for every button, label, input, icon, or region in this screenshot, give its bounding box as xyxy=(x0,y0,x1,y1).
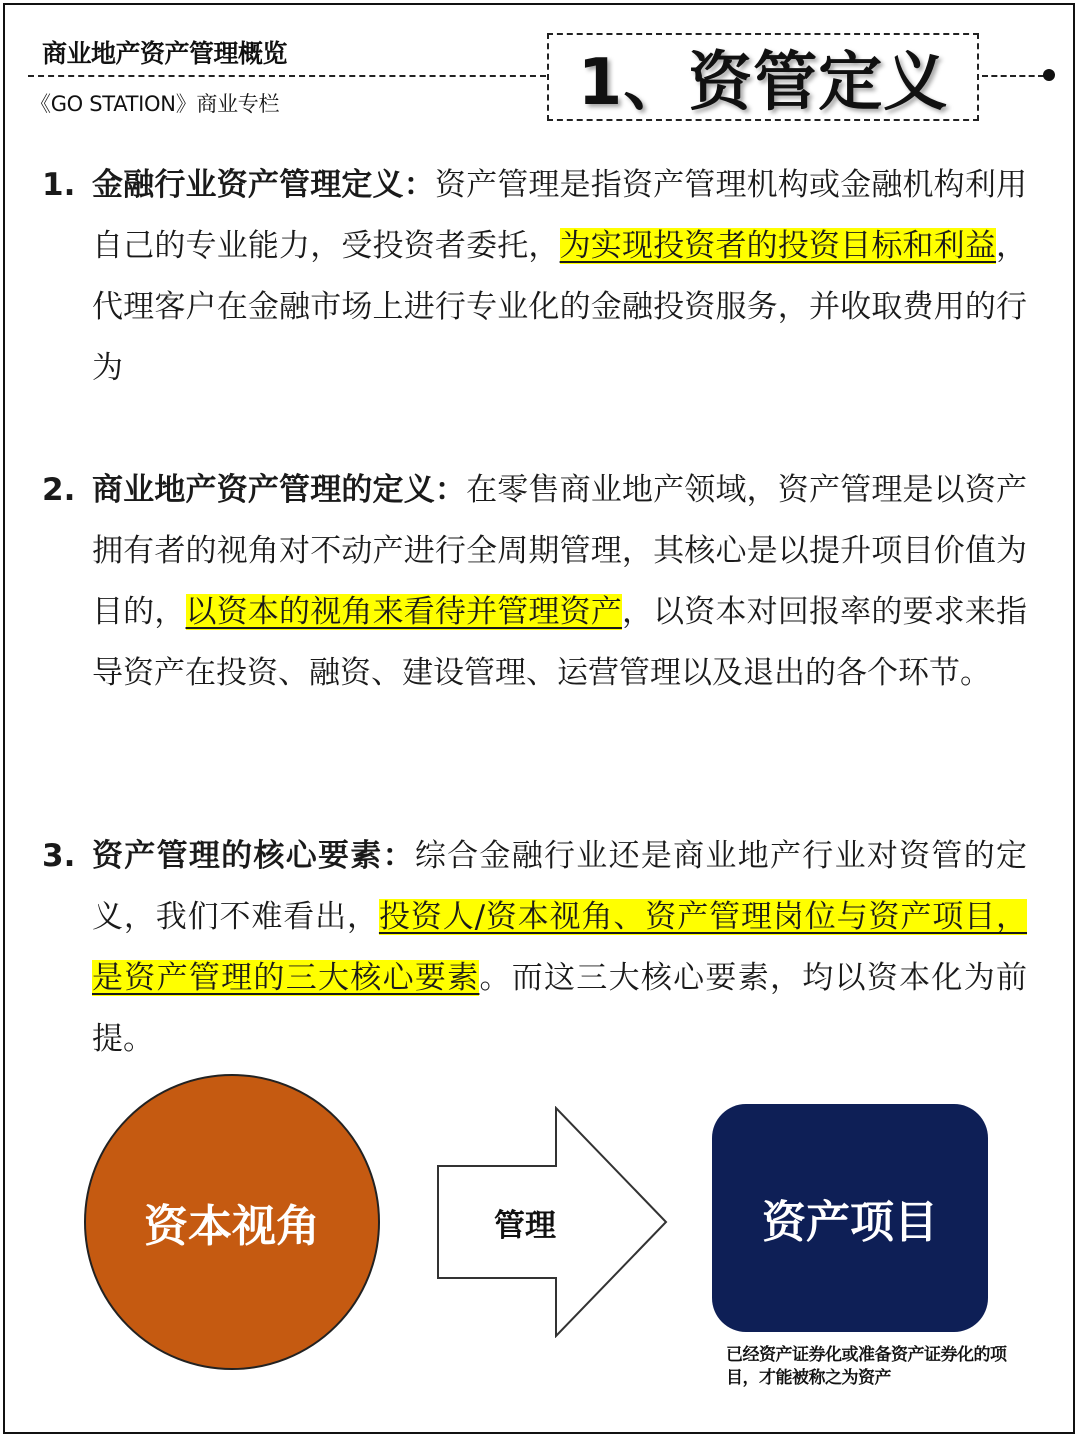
circle-label: 资本视角 xyxy=(144,1201,320,1252)
section-body xyxy=(92,826,1027,1070)
section-2 xyxy=(42,460,1027,704)
section-3 xyxy=(42,826,1027,1070)
section-1 xyxy=(42,155,1027,399)
header-divider-right xyxy=(982,75,1044,77)
section-lead: 资产管理的核心要素： xyxy=(92,838,415,874)
header-title: 商业地产资产管理概览 xyxy=(42,39,288,68)
section-number: 1. xyxy=(42,167,76,203)
section-title: 1、资管定义 xyxy=(577,46,949,120)
section-text: 。而这三大核心要素，均以资本化为前提。 xyxy=(92,960,1028,1057)
section-lead: 商业地产资产管理的定义： xyxy=(92,472,467,508)
box-label: 资产项目 xyxy=(762,1197,938,1248)
section-text: ，以资本对回报率的要求来指导资产在投资、融资、建设管理、运营管理以及退出的各个环节。 xyxy=(92,594,1028,691)
section-highlight: 以资本的视角来看待并管理资产 xyxy=(185,594,622,630)
section-text: 综合金融行业还是商业地产行业对资管的定义，我们不难看出， xyxy=(92,838,1028,935)
header-subtitle: 《GO STATION》商业专栏 xyxy=(30,92,280,116)
section-title-box xyxy=(547,33,979,121)
header-divider xyxy=(28,75,546,77)
header-dot-icon xyxy=(1043,69,1055,81)
section-highlight: 投资人/资本视角、资产管理岗位与资产项目，是资产管理的三大核心要素 xyxy=(92,899,1027,996)
section-text: 在零售商业地产领域，资产管理是以资产拥有者的视角对不动产进行全周期管理，其核心是以提升项目价值为目的， xyxy=(92,472,1028,630)
section-highlight: 为实现投资者的投资目标和利益 xyxy=(559,228,997,264)
asset-project-box xyxy=(712,1104,988,1332)
section-body xyxy=(92,460,1027,704)
section-number: 2. xyxy=(42,472,76,508)
asset-note: 已经资产证券化或准备资产证券化的项目，才能被称之为资产 xyxy=(726,1345,1007,1388)
section-number: 3. xyxy=(42,838,76,874)
section-text: 资产管理是指资产管理机构或金融机构利用自己的专业能力，受投资者委托， xyxy=(92,167,1028,264)
section-lead: 金融行业资产管理定义： xyxy=(92,167,435,203)
section-text: ，代理客户在金融市场上进行专业化的金融投资服务，并收取费用的行为 xyxy=(92,228,1028,386)
section-body xyxy=(92,155,1027,399)
arrow-label: 管理 xyxy=(494,1208,556,1244)
capital-perspective-circle xyxy=(84,1074,380,1370)
